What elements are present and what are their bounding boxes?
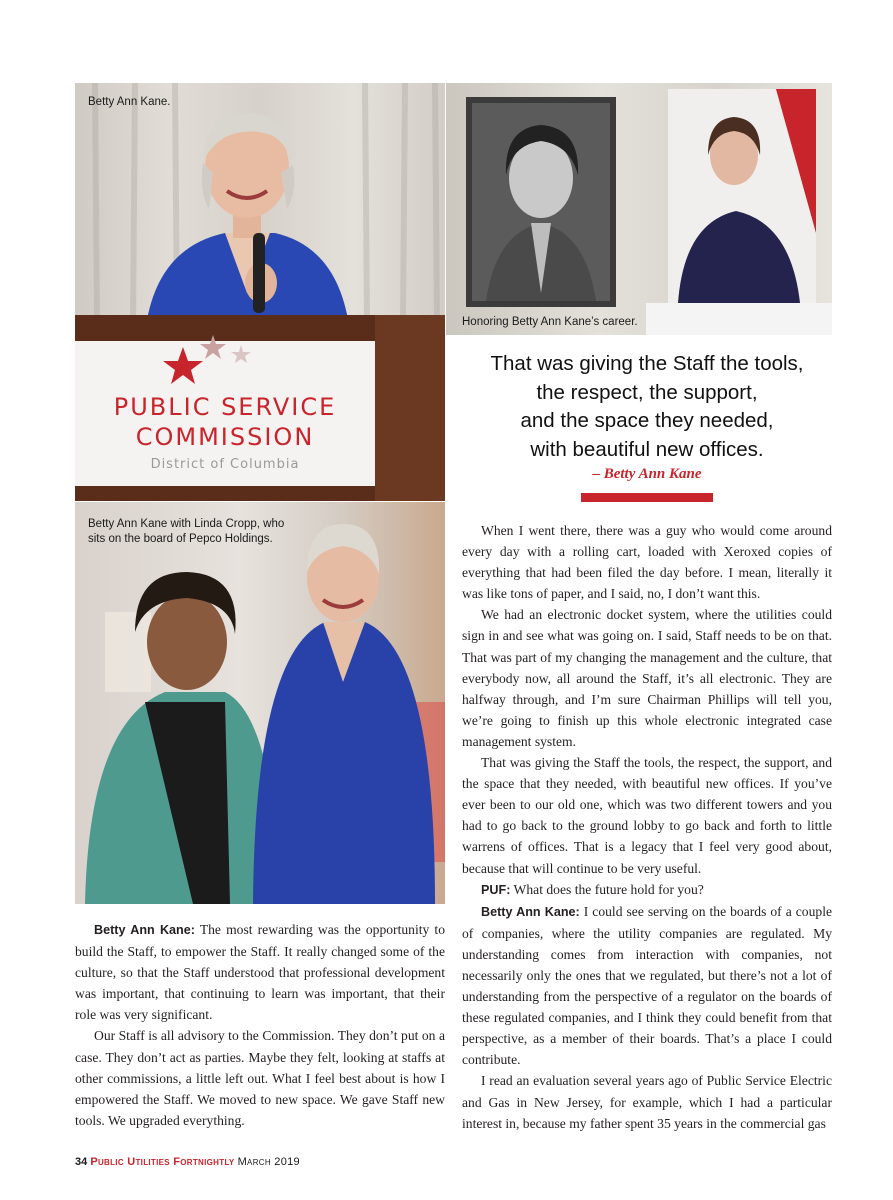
caption-bottom-left: Betty Ann Kane with Linda Cropp, who sits on the board of Pepco Holdings.: [88, 518, 285, 545]
photo-honoring-portraits: [446, 83, 832, 335]
photo-betty-ann-kane-podium: [75, 83, 445, 501]
right-paragraph-6: I read an evaluation several years ago of Public Service Electric and Gas in New Jersey, for example, which I had a particular interest in, because my father spent 35 years in the commercial gas: [462, 1073, 832, 1131]
portraits-graphic: [446, 83, 832, 335]
right-paragraph-5: Betty Ann Kane: I could see serving on the boards of a couple of companies, where the utility companies are regulated. My understanding comes from interaction with companies, not necessarily only the ones that we regulated, but there’s not a lot of understanding from the perspective of a regulator on the boards of these regulated companies, and I think they could benefit from that perspective, as a member of their boards. That’s a place I could contribute.: [462, 903, 833, 1068]
podium-sign-line-3: District of Columbia: [150, 457, 300, 472]
left-column-text: [75, 919, 445, 1131]
caption-top-left: Betty Ann Kane.: [88, 96, 171, 108]
right-paragraph-1: When I went there, there was a guy who would come around every day with a rolling cart, loaded with Xeroxed copies of everything that had been filed the day before. I mean, literally it was like tons of paper, and I said, no, I don’t want this.: [462, 523, 832, 602]
pull-quote-attribution: – Betty Ann Kane: [592, 466, 702, 482]
speaker-label: PUF:: [481, 882, 511, 897]
photo-kane-and-cropp: [75, 502, 445, 904]
magazine-name: Public Utilities Fortnightly: [90, 1156, 235, 1168]
pull-quote-line-4: with beautiful new offices.: [530, 437, 764, 461]
podium-sign-line-1: PUBLIC SERVICE: [113, 393, 337, 421]
speaker-label: Betty Ann Kane:: [94, 923, 195, 937]
caption-top-right: Honoring Betty Ann Kane’s career.: [462, 316, 638, 328]
left-paragraph-1: Betty Ann Kane: The most rewarding was the opportunity to build the Staff, to empower the Staff. It really changed some of the culture, so that the Staff understood that professional development was important, that continuing to learn was important, that their role was very significant.: [75, 922, 445, 1023]
podium-sign-line-2: COMMISSION: [135, 423, 315, 451]
right-paragraph-2: We had an electronic docket system, where the utilities could sign in and see what was going on. I said, Staff needs to be on that. That was part of my changing the management and the culture, that everybody now, all around the Staff, it’s all electronic. They are halfway through, and I’m sure Chairman Phillips will tell you, we’re going to finish up this whole electronic integrated case management system.: [462, 607, 832, 749]
issue-date: March 2019: [237, 1156, 300, 1168]
pull-quote-divider: [581, 493, 713, 502]
pull-quote-line-3: and the space they needed,: [520, 409, 774, 432]
pull-quote-line-1: That was giving the Staff the tools,: [490, 352, 804, 375]
pull-quote: [462, 350, 832, 464]
speaker-label: Betty Ann Kane:: [481, 904, 580, 919]
page-number: 34: [75, 1156, 88, 1168]
right-paragraph-4: PUF: What does the future hold for you?: [481, 881, 704, 897]
right-column-text: [462, 520, 832, 1134]
right-paragraph-3: That was giving the Staff the tools, the respect, the support, and the space that they needed, with beautiful new offices. If you’ve ever been to our old one, which was two different towers and you had to go back to the ground lobby to go back and forth to little warrens of offices. That is a legacy that I feel very good about, because that will continue to be very useful.: [462, 755, 832, 876]
two-women-graphic: [75, 502, 445, 904]
pull-quote-line-2: the respect, the support,: [536, 380, 758, 404]
left-paragraph-2: Our Staff is all advisory to the Commission. They don’t put on a case. They don’t act as parties. Maybe they felt, looking at staffs at other commissions, a little left out. What I feel best about is how I empowered the Staff. We moved to new space. We gave Staff new tools. We upgraded everything.: [75, 1028, 445, 1128]
page-footer: [75, 1156, 300, 1168]
